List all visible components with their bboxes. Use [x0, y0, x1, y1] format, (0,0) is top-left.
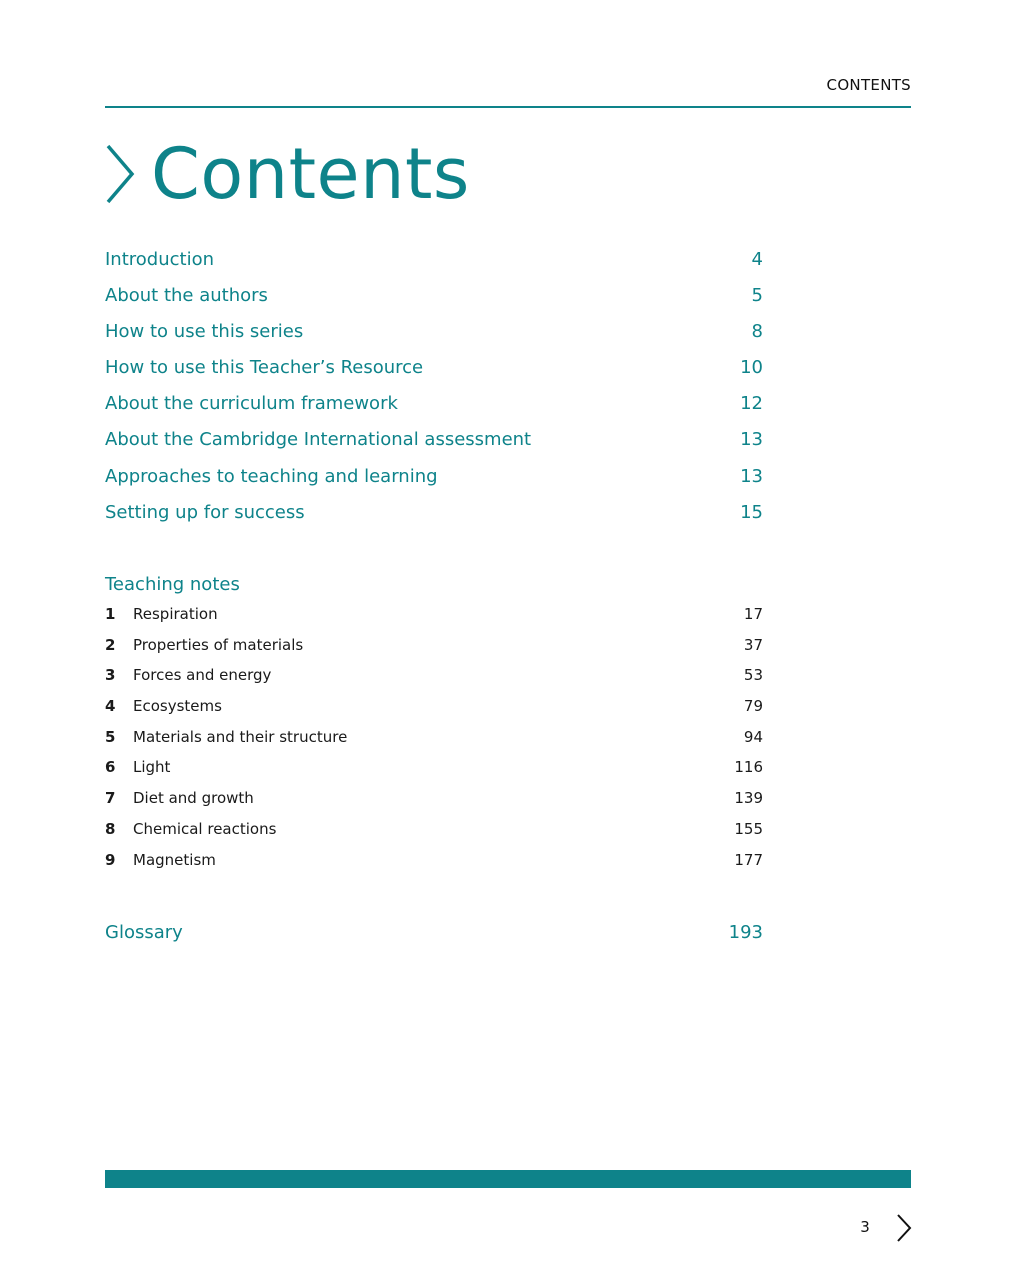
toc-entry-how-to-use-series[interactable] — [105, 319, 763, 355]
toc-entry-label: About the Cambridge International assessment — [105, 429, 532, 451]
chapter-entry-5[interactable] — [105, 726, 763, 757]
chevron-right-icon — [105, 142, 137, 206]
toc-entry-setting-up[interactable] — [105, 500, 763, 536]
toc-entry-introduction[interactable] — [105, 247, 763, 283]
chapter-entry-6[interactable] — [105, 756, 763, 787]
header-divider — [105, 106, 911, 108]
toc-entry-label: How to use this series — [105, 321, 304, 343]
toc-entry-label: About the authors — [105, 285, 268, 307]
toc-entry-glossary[interactable] — [105, 920, 763, 946]
chapter-number: 1 — [105, 605, 116, 623]
chapter-title: Chemical reactions — [133, 819, 277, 838]
chapter-title: Materials and their structure — [133, 727, 348, 746]
chapter-entry-7[interactable] — [105, 787, 763, 818]
page-title: Contents — [151, 133, 470, 215]
chapter-entry-1[interactable] — [105, 603, 763, 634]
chapter-number: 2 — [105, 635, 116, 654]
toc-entry-approaches[interactable] — [105, 464, 763, 500]
chapter-title: Respiration — [133, 605, 218, 623]
footer-bar — [105, 1170, 911, 1188]
toc-entry-page: 13 — [740, 429, 763, 451]
chapter-number: 6 — [105, 758, 116, 777]
teaching-notes-heading: Teaching notes — [105, 574, 240, 595]
toc-entry-label: How to use this Teacher’s Resource — [105, 357, 424, 379]
page-number: 3 — [860, 1218, 870, 1236]
chapter-entry-2[interactable] — [105, 634, 763, 665]
toc-entry-how-to-use-resource[interactable] — [105, 355, 763, 391]
title-block — [105, 134, 470, 214]
chapter-number: 4 — [105, 697, 116, 716]
glossary-page: 193 — [728, 922, 763, 943]
chapter-entry-8[interactable] — [105, 818, 763, 849]
chapter-title: Diet and growth — [133, 789, 254, 808]
chapter-number: 9 — [105, 850, 116, 869]
chapter-page: 139 — [734, 789, 763, 808]
toc-entry-page: 13 — [740, 465, 763, 487]
chapter-title: Forces and energy — [133, 666, 272, 685]
toc-entry-page: 10 — [740, 357, 763, 379]
chapter-list — [105, 603, 763, 879]
toc-entry-page: 5 — [751, 285, 763, 307]
chapter-entry-9[interactable] — [105, 849, 763, 880]
chapter-page: 17 — [743, 605, 763, 623]
toc-entry-page: 12 — [740, 393, 763, 415]
glossary-label: Glossary — [105, 922, 183, 943]
toc-entry-label: Introduction — [105, 249, 215, 270]
chapter-number: 3 — [105, 666, 116, 685]
chapter-title: Light — [133, 758, 171, 777]
chapter-page: 53 — [743, 666, 763, 685]
toc-entry-label: About the curriculum framework — [105, 393, 398, 415]
chapter-title: Magnetism — [133, 850, 216, 869]
chapter-title: Properties of materials — [133, 635, 304, 654]
chapter-page: 116 — [734, 758, 763, 777]
chevron-right-icon[interactable] — [896, 1213, 912, 1243]
chapter-entry-4[interactable] — [105, 695, 763, 726]
chapter-page: 155 — [734, 819, 763, 838]
chapter-page: 79 — [743, 697, 763, 716]
chapter-number: 8 — [105, 819, 116, 838]
toc-entry-about-authors[interactable] — [105, 283, 763, 319]
chapter-page: 177 — [734, 850, 763, 869]
running-header: CONTENTS — [826, 76, 911, 94]
toc-entry-page: 8 — [751, 321, 763, 343]
toc-entry-assessment[interactable] — [105, 427, 763, 463]
chapter-title: Ecosystems — [133, 697, 222, 716]
chapter-page: 94 — [743, 727, 763, 746]
toc-entry-label: Setting up for success — [105, 501, 305, 523]
chapter-number: 7 — [105, 789, 116, 808]
toc-main-list — [105, 247, 763, 536]
toc-entry-page: 15 — [740, 501, 763, 523]
toc-entry-curriculum-framework[interactable] — [105, 391, 763, 427]
toc-entry-page: 4 — [751, 249, 763, 270]
chapter-page: 37 — [743, 635, 763, 654]
chapter-number: 5 — [105, 727, 116, 746]
chapter-entry-3[interactable] — [105, 664, 763, 695]
toc-entry-label: Approaches to teaching and learning — [105, 465, 438, 487]
